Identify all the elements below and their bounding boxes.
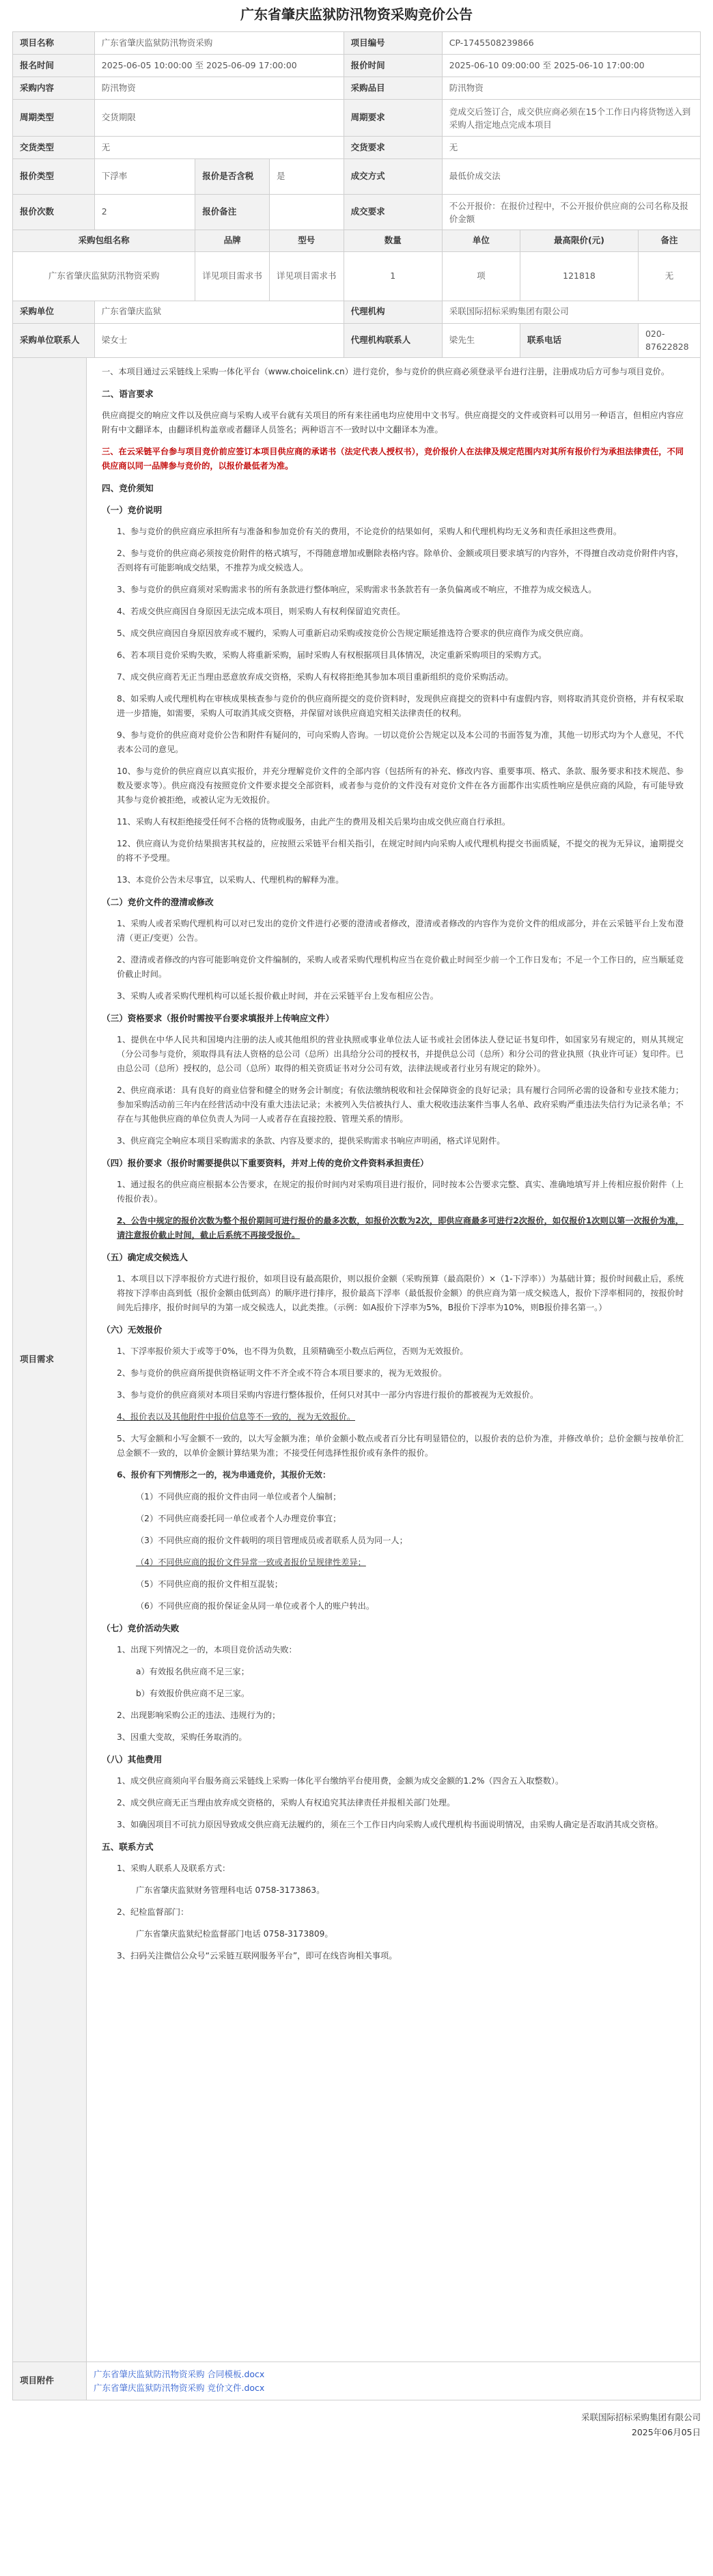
notice-item: 5、大写金额和小写金额不一致的，以大写金额为准；单价金额小数点或者百分比有明显错位的，以报价表的总价为准，并修改单价；总价金额与按单价汇总金额不一致的，以单价金额计算结果为准；不接受任何选择性报价或有条件的报价。: [117, 1434, 684, 1458]
goods-cell: 1: [344, 251, 442, 301]
goods-header: 采购包组名称: [13, 230, 195, 252]
notice-item: 2、参与竞价的供应商所提供资格证明文件不齐全或不符合本项目要求的，视为无效报价。: [117, 1368, 447, 1379]
notice-subitem: （5）不同供应商的报价文件相互混装；: [136, 1579, 283, 1590]
goods-cell: 详见项目需求书: [269, 251, 344, 301]
notice-item: 3、供应商完全响应本项目采购需求的条款、内容及要求的，提供采购需求书响应声明函，格式详见附件。: [117, 1136, 505, 1146]
attachment-link[interactable]: 广东省肇庆监狱防汛物资采购 合同模板.docx: [94, 2368, 265, 2379]
subsection-heading: （五）确定成交候选人: [102, 1252, 188, 1263]
goods-header: 品牌: [195, 230, 270, 252]
notice-paragraph-important: 三、在云采链平台参与项目竞价前应签订本项目供应商的承诺书（法定代表人授权书），竞价报价人在法律及规定范围内对其所有报价行为承担法律责任，不同供应商以同一品牌参与竞价的，以报价最低者为准。: [102, 447, 684, 471]
notice-item: 4、若成交供应商因自身原因无法完成本项目，则采购人有权利保留追究责任。: [117, 607, 406, 617]
phone-value: 020-87622828: [638, 323, 700, 358]
notice-item: 7、成交供应商若无正当理由恶意放弃成交资格，采购人有权将拒绝其参加本项目重新组织的竞价采购活动。: [117, 672, 514, 682]
notice-item: 1、通过报名的供应商应根据本公告要求，在规定的报价时间内对采购项目进行报价，同时按本公告要求完整、真实、准确地填写并上传相应报价附件（上传报价表）。: [117, 1180, 684, 1204]
notice-item: 12、供应商认为竞价结果损害其权益的，应按照云采链平台相关指引，在规定时间内向采购人或代理机构提交书面质疑，不提交的视为无异议，逾期提交的将不予受理。: [117, 839, 684, 863]
goods-header: 备注: [639, 230, 701, 252]
notice-item: 1、采购人或者采购代理机构可以对已发出的竞价文件进行必要的澄清或者修改，澄清或者修改的内容作为竞价文件的组成部分，并在云采链平台上发布澄清（更正/变更）公告。: [117, 919, 684, 943]
notice-item: 1、提供在中华人民共和国境内注册的法人或其他组织的营业执照或事业单位法人证书或社会团体法人登记证书复印件，如国家另有规定的，则从其规定（分公司参与竞价，须取得具有法人资格的总公司（总所）出具给分公司的授权书，并提供总公司（总所）和分公司的营业执照（执业许可证）复印件。已由总公司（总所）授权的，总公司（总所）取得的相关资质证书对分公司有效，法律法规或者行业另有规定的除外）。: [117, 1035, 684, 1074]
notice-item: 13、本竞价公告未尽事宜，以采购人、代理机构的解释为准。: [117, 875, 344, 885]
notice-subitem: （1）不同供应商的报价文件由同一单位或者个人编制；: [136, 1492, 341, 1502]
notice-item: 2、成交供应商无正当理由放弃成交资格的，采购人有权追究其法律责任并报相关部门处理。: [117, 1798, 456, 1808]
notice-subitem: （6）不同供应商的报价保证金从同一单位或者个人的账户转出。: [136, 1601, 375, 1611]
notice-item: 3、参与竞价的供应商须对本项目采购内容进行整体报价，任何只对其中一部分内容进行报价的都被视为无效报价。: [117, 1390, 539, 1400]
notice-item: 1、出现下列情况之一的，本项目竞价活动失败：: [117, 1645, 297, 1655]
bid-type-value: 下浮率: [94, 159, 195, 195]
notice-item: 3、扫码关注微信公众号“云采链互联网服务平台”，即可在线咨询相关事项。: [117, 1951, 397, 1961]
project-no-value: CP-1745508239866: [442, 32, 700, 55]
project-name-label: 项目名称: [13, 32, 95, 55]
deal-value: 最低价成交法: [442, 159, 700, 195]
notice-item: 2、澄清或者修改的内容可能影响竞价文件编制的，采购人或者采购代理机构应当在竞价截止时间至少前一个工作日发布；不足一个工作日的，应当顺延竞价截止时间。: [117, 955, 684, 980]
notice-subitem: 广东省肇庆监狱财务管理科电话 0758-3173863。: [136, 1885, 325, 1896]
subsection-heading: （四）报价要求（报价时需要提供以下重要资料，并对上传的竞价文件资料承担责任）: [102, 1158, 429, 1169]
project-info-table: [12, 31, 701, 230]
agency-contact-label: 代理机构联系人: [344, 323, 442, 358]
deal-req-value: 不公开报价：在报价过程中，不公开报价供应商的公司名称及报价金额: [442, 195, 700, 230]
subsection-heading: （八）其他费用: [102, 1754, 163, 1765]
page-title: 广东省肇庆监狱防汛物资采购竞价公告: [240, 6, 473, 23]
notice-item: 2、参与竞价的供应商必须按竞价附件的格式填写，不得随意增加或删除表格内容。除单价、金额或项目要求填写的内容外，不得擅自改动竞价附件内容，否则将有可能影响成交结果，不推荐为成交候选人。: [117, 549, 684, 573]
purchaser-label: 采购单位: [13, 301, 95, 323]
bid-time-value: 2025-06-10 09:00:00 至 2025-06-10 17:00:00: [442, 55, 700, 77]
deal-req-label: 成交要求: [344, 195, 442, 230]
period-label: 周期类型: [13, 100, 95, 137]
subsection-heading: （三）资格要求（报价时需按平台要求填报并上传响应文件）: [102, 1013, 335, 1024]
agency-value: 采联国际招标采购集团有限公司: [442, 301, 700, 323]
goods-header: 最高限价(元): [520, 230, 639, 252]
notice-item: 2、纪检监督部门：: [117, 1907, 189, 1917]
footer-org: 采联国际招标采购集团有限公司: [581, 2412, 701, 2423]
remark-value: [269, 195, 344, 230]
notice-item: 3、采购人或者采购代理机构可以延长报价截止时间，并在云采链平台上发布相应公告。: [117, 991, 438, 1001]
delivery-req-label: 交货要求: [344, 137, 442, 159]
content-value: 防汛物资: [94, 77, 344, 100]
goods-cell: 项: [442, 251, 520, 301]
notice-item: 1、成交供应商须向平台服务商云采链线上采购一体化平台缴纳平台使用费，金额为成交金额的1.2%（四舍五入取整数）。: [117, 1776, 564, 1786]
contains-tax-label: 报价是否含税: [195, 159, 270, 195]
notice-item: 6、报价有下列情形之一的，视为串通竞价，其报价无效：: [117, 1470, 331, 1480]
category-value: 防汛物资: [442, 77, 700, 100]
deal-label: 成交方式: [344, 159, 442, 195]
phone-label: 联系电话: [520, 323, 638, 358]
footer-date: 2025年06月05日: [631, 2427, 701, 2438]
notice-subitem: （2）不同供应商委托同一单位或者个人办理竞价事宜；: [136, 1514, 341, 1524]
notice-item: 2、出现影响采购公正的违法、违规行为的；: [117, 1711, 281, 1721]
subsection-heading: （二）竞价文件的澄清或修改: [102, 897, 214, 908]
notice-subitem: （4）不同供应商的报价文件异常一致或者报价呈规律性差异；: [136, 1557, 366, 1568]
notice-item-emphasis: 2、公告中规定的报价次数为整个报价期间可进行报价的最多次数，如报价次数为2次，即供应商最多可进行2次报价，如仅报价1次则以第一次报价为准，请注意报价截止时间，截止后系统不再接受报价。: [117, 1216, 684, 1241]
delivery-label: 交货类型: [13, 137, 95, 159]
contains-tax-value: 是: [269, 159, 344, 195]
section-heading: 二、语言要求: [102, 389, 154, 400]
notice-item: 1、本项目以下浮率报价方式进行报价，如项目设有最高限价，则以报价金额（采购预算（最高限价）×（1-下浮率））为基础计算；报价时间截止后，系统将按下浮率由高到低（报价金额由低到高）的顺序进行排序，报价最高下浮率（最低报价金额）的供应商为第一成交候选人，报价下浮率相同的，按报价时间先后排序，报价时间早的为第一成交候选人，以此类推。（示例：如A报价下浮率为5%，B报价下浮率为10%，则B报价排名第一。）: [117, 1274, 684, 1313]
period-value: 交货期限: [94, 100, 344, 137]
rounds-value: 2: [94, 195, 195, 230]
notice-subitem: （3）不同供应商的报价文件载明的项目管理成员或者联系人员为同一人；: [136, 1536, 408, 1546]
content-label: 采购内容: [13, 77, 95, 100]
delivery-req-value: 无: [442, 137, 700, 159]
footer: [12, 2400, 701, 2440]
bid-time-label: 报价时间: [344, 55, 442, 77]
notice-item: 9、参与竞价的供应商对竞价公告和附件有疑问的，可向采购人咨询。一切以竞价公告规定以及本公司的书面答复为准，其他一切形式均为个人意见，不代表本公司的意见。: [117, 730, 684, 755]
attachments-list: [87, 2362, 701, 2400]
section-heading: 四、竞价须知: [102, 483, 154, 494]
requirements-table: [12, 357, 701, 2400]
goods-header: 数量: [344, 230, 442, 252]
agency-label: 代理机构: [344, 301, 442, 323]
notice-subitem: a）有效报名供应商不足三家；: [136, 1667, 249, 1677]
attachment-link[interactable]: 广东省肇庆监狱防汛物资采购 竞价文件.docx: [94, 2382, 265, 2393]
period-req-label: 周期要求: [344, 100, 442, 137]
notice-paragraph: 一、本项目通过云采链线上采购一体化平台（www.choicelink.cn）进行竞价，参与竞价的供应商必须登录平台进行注册，注册成功后方可参与项目竞价。: [102, 367, 670, 377]
signup-time-label: 报名时间: [13, 55, 95, 77]
notice-item: 6、若本项目竞价采购失败，采购人将重新采购，届时采购人有权根据项目具体情况，决定重新采购项目的采购方式。: [117, 650, 547, 661]
subsection-heading: （一）竞价说明: [102, 505, 163, 516]
notice-item: 10、参与竞价的供应商应以真实报价，并充分理解竞价文件的全部内容（包括所有的补充、修改内容、重要事项、格式、条款、服务要求和技术规范、参数及要求等）。供应商没有按照竞价文件要求提交全部资料，或者参与竞价的文件没有对竞价文件在各方面都作出实质性响应是供应商的风险，有可能导致其参与竞价被拒绝，或被认定为无效报价。: [117, 766, 684, 805]
table-row: [13, 251, 701, 301]
agency-table: [12, 301, 701, 359]
period-req-value: 竞成交后签订合，成交供应商必须在15个工作日内将货物送入到采购人指定地点完成本项目: [442, 100, 700, 137]
remark-label: 报价备注: [195, 195, 270, 230]
subsection-heading: （七）竞价活动失败: [102, 1623, 180, 1634]
notice-subitem: b）有效报价供应商不足三家。: [136, 1689, 250, 1699]
requirements-label: 项目需求: [13, 358, 87, 2362]
goods-header: 型号: [269, 230, 344, 252]
agency-contact-value: 梁先生: [442, 323, 520, 358]
contact-value: 梁女士: [94, 323, 344, 358]
bid-type-label: 报价类型: [13, 159, 95, 195]
rounds-label: 报价次数: [13, 195, 95, 230]
section-heading: 五、联系方式: [102, 1842, 154, 1853]
goods-header: 单位: [442, 230, 520, 252]
category-label: 采购品目: [344, 77, 442, 100]
notice-item: 8、如采购人或代理机构在审核成果核查参与竞价的供应商所提交的竞价资料时，发现供应商提交的资料中有虚假内容，则将取消其竞价资格，并有权采取进一步措施，如需要，采购人可取消其成交资格，并保留对该供应商追究相关法律责任的权利。: [117, 694, 684, 719]
project-name-value: 广东省肇庆监狱防汛物资采购: [94, 32, 344, 55]
notice-item: 2、供应商承诺：具有良好的商业信誉和健全的财务会计制度；有依法缴纳税收和社会保障资金的良好记录；具有履行合同所必需的设备和专业技术能力；参加采购活动前三年内在经营活动中没有重大违法记录；未被列入失信被执行人、重大税收违法案件当事人名单、政府采购严重违法失信行为记录名单；不存在与其他供应商的单位负责人为同一人或者存在直接控股、管理关系的情形。: [117, 1085, 684, 1124]
delivery-value: 无: [94, 137, 344, 159]
attachments-label: 项目附件: [13, 2362, 87, 2400]
goods-cell: 121818: [520, 251, 639, 301]
notice-item: 3、参与竞价的供应商须对采购需求书的所有条款进行整体响应，采购需求书条款若有一条负偏离或不响应，不推荐为成交候选人。: [117, 585, 597, 595]
notice-item: 3、如确因项目不可抗力原因导致成交供应商无法履约的，须在三个工作日内向采购人或代理机构书面说明情况，由采购人确定是否取消其成交资格。: [117, 1820, 663, 1830]
notice-item: 3、因重大变故，采购任务取消的。: [117, 1732, 247, 1743]
notice-item: 5、成交供应商因自身原因放弃或不履约，采购人可重新启动采购或按竞价公告规定顺延推选符合要求的供应商作为成交供应商。: [117, 628, 589, 639]
goods-cell: 无: [639, 251, 701, 301]
goods-header-row: [13, 230, 701, 252]
notice-item: 1、下浮率报价须大于或等于0%，也不得为负数，且须精确至小数点后两位，否则为无效报价。: [117, 1346, 469, 1357]
signup-time-value: 2025-06-05 10:00:00 至 2025-06-09 17:00:00: [94, 55, 344, 77]
purchaser-value: 广东省肇庆监狱: [94, 301, 344, 323]
goods-cell: 详见项目需求书: [195, 251, 270, 301]
goods-cell: 广东省肇庆监狱防汛物资采购: [13, 251, 195, 301]
notice-paragraph: 供应商提交的响应文件以及供应商与采购人或平台就有关项目的所有来往函电均应使用中文书写。供应商提交的文件或资料可以用另一种语言，但相应内容应附有中文翻译本，由翻译机构盖章或者翻译人员签名；两种语言不一致时以中文翻译本为准。: [102, 411, 684, 435]
notice-item-emphasis: 4、报价表以及其他附件中报价信息等不一致的，视为无效报价。: [117, 1412, 356, 1422]
notice-item: 1、采购人联系人及联系方式：: [117, 1864, 231, 1874]
requirements-content: [87, 358, 701, 2362]
notice-subitem: 广东省肇庆监狱纪检监督部门电话 0758-3173809。: [136, 1929, 333, 1939]
goods-table: [12, 230, 701, 301]
project-no-label: 项目编号: [344, 32, 442, 55]
subsection-heading: （六）无效报价: [102, 1325, 163, 1335]
notice-item: 1、参与竞价的供应商应承担所有与准备和参加竞价有关的费用，不论竞价的结果如何，采购人和代理机构均无义务和责任承担这些费用。: [117, 527, 622, 537]
contact-label: 采购单位联系人: [13, 323, 95, 358]
notice-item: 11、采购人有权拒绝接受任何不合格的货物或服务，由此产生的费用及相关后果均由成交供应商自行承担。: [117, 817, 511, 827]
